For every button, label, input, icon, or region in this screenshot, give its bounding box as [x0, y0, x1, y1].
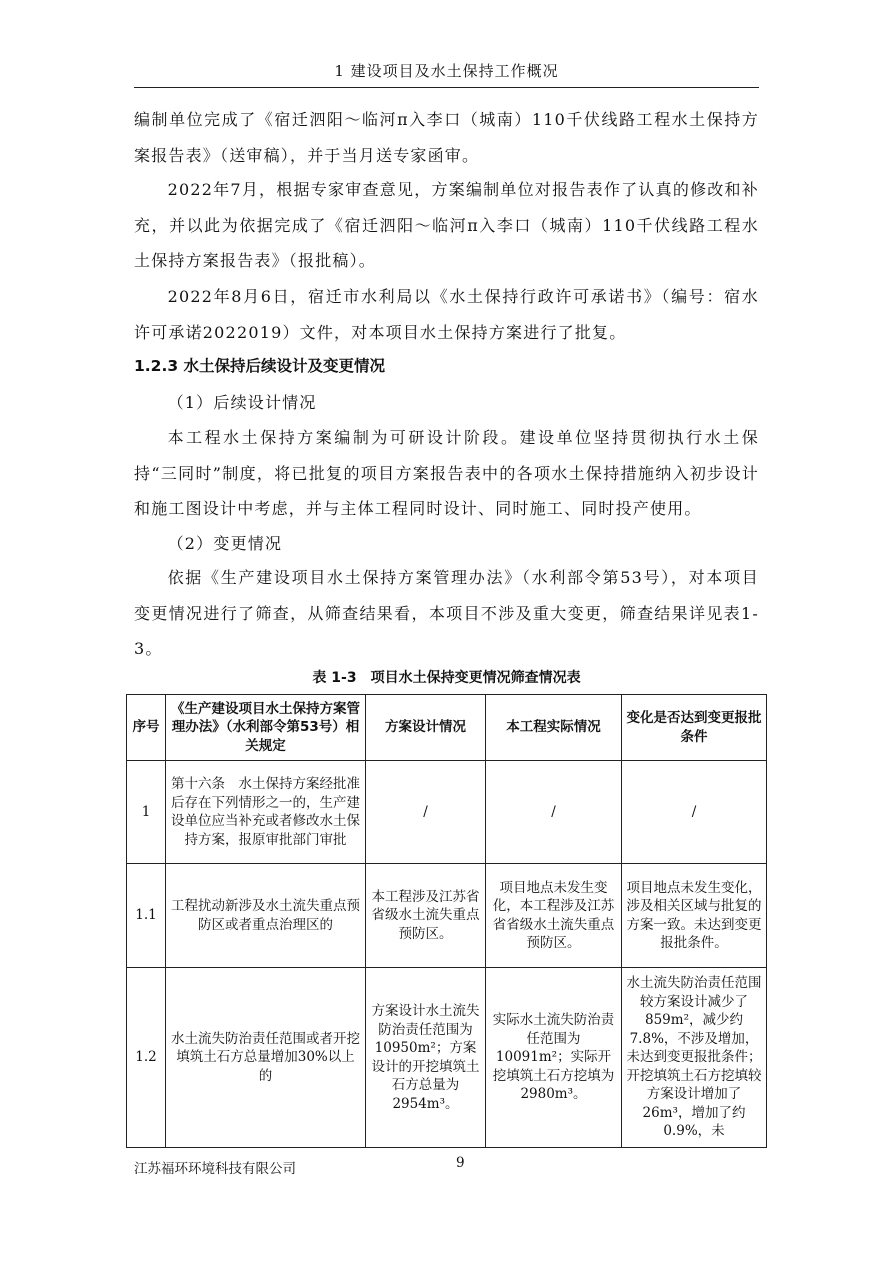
cell-no: 1.1: [127, 864, 166, 968]
cell-design: /: [366, 761, 486, 864]
subsection-1-text: 本工程水土保持方案编制为可研设计阶段。建设单位坚持贯彻执行水土保持“三同时”制度，将已批复的项目方案报告表中的各项水土保持措施纳入初步设计和施工图设计中考虑，并与主体工程同时设计、同时施工、同时投产使用。: [134, 428, 759, 518]
page-number: 9: [456, 1155, 465, 1171]
paragraph-3: 2022年8月6日，宿迁市水利局以《水土保持行政许可承诺书》（编号：宿水许可承诺2022019）文件，对本项目水土保持方案进行了批复。: [134, 287, 759, 342]
header-divider: [134, 87, 759, 88]
table-caption: 表 1-3 项目水土保持变更情况筛查情况表: [312, 670, 581, 686]
cell-no: 1.2: [127, 968, 166, 1148]
table-row: [127, 864, 767, 968]
cell-actual: 项目地点未发生变化，本工程涉及江苏省省级水土流失重点预防区。: [486, 864, 622, 968]
cell-design: 本工程涉及江苏省省级水土流失重点预防区。: [366, 864, 486, 968]
cell-actual: /: [486, 761, 622, 864]
header-rule: 《生产建设项目水土保持方案管理办法》（水利部令第53号）相关规定: [166, 695, 366, 761]
subsection-1-title: （1）后续设计情况: [167, 393, 317, 412]
footer-company: 江苏福环环境科技有限公司: [134, 1161, 296, 1177]
table-header-row: [127, 695, 767, 761]
section-heading: 1.2.3 水土保持后续设计及变更情况: [134, 357, 386, 375]
cell-rule: 第十六条 水土保持方案经批准后存在下列情形之一的，生产建设单位应当补充或者修改水土保持方案，报原审批部门审批: [166, 761, 366, 864]
header-no: 序号: [127, 695, 166, 761]
header-change: 变化是否达到变更报批条件: [622, 695, 767, 761]
table-row: [127, 968, 767, 1148]
cell-change: 项目地点未发生变化，涉及相关区域与批复的方案一致。未达到变更报批条件。: [622, 864, 767, 968]
header-actual: 本工程实际情况: [486, 695, 622, 761]
running-header: 1 建设项目及水土保持工作概况: [334, 62, 559, 80]
cell-actual: 实际水土流失防治责任范围为10091m²；实际开挖填筑土石方挖填为2980m³。: [486, 968, 622, 1148]
cell-change: /: [622, 761, 767, 864]
header-design: 方案设计情况: [366, 695, 486, 761]
cell-no: 1: [127, 761, 166, 864]
cell-rule: 水土流失防治责任范围或者开挖填筑土石方总量增加30%以上的: [166, 968, 366, 1148]
subsection-2-text: 依据《生产建设项目水土保持方案管理办法》（水利部令第53号），对本项目变更情况进行了筛查，从筛查结果看，本项目不涉及重大变更，筛查结果详见表1-3。: [134, 568, 759, 658]
subsection-2-title: （2）变更情况: [167, 534, 283, 553]
table-row: [127, 761, 767, 864]
cell-change: 水土流失防治责任范围较方案设计减少了859m²，减少约7.8%，不涉及增加，未达到变更报批条件；开挖填筑土石方挖填较方案设计增加了26m³，增加了约0.9%，未: [622, 968, 767, 1148]
change-screening-table: [126, 694, 767, 1148]
cell-rule: 工程扰动新涉及水土流失重点预防区或者重点治理区的: [166, 864, 366, 968]
paragraph-2: 2022年7月，根据专家审查意见，方案编制单位对报告表作了认真的修改和补充，并以此为依据完成了《宿迁泗阳～临河π入李口（城南）110千伏线路工程水土保持方案报告表》（报批稿）。: [134, 180, 759, 270]
paragraph-1: 编制单位完成了《宿迁泗阳～临河π入李口（城南）110千伏线路工程水土保持方案报告表》（送审稿），并于当月送专家函审。: [134, 110, 759, 165]
cell-design: 方案设计水土流失防治责任范围为10950m²；方案设计的开挖填筑土石方总量为2954m³。: [366, 968, 486, 1148]
